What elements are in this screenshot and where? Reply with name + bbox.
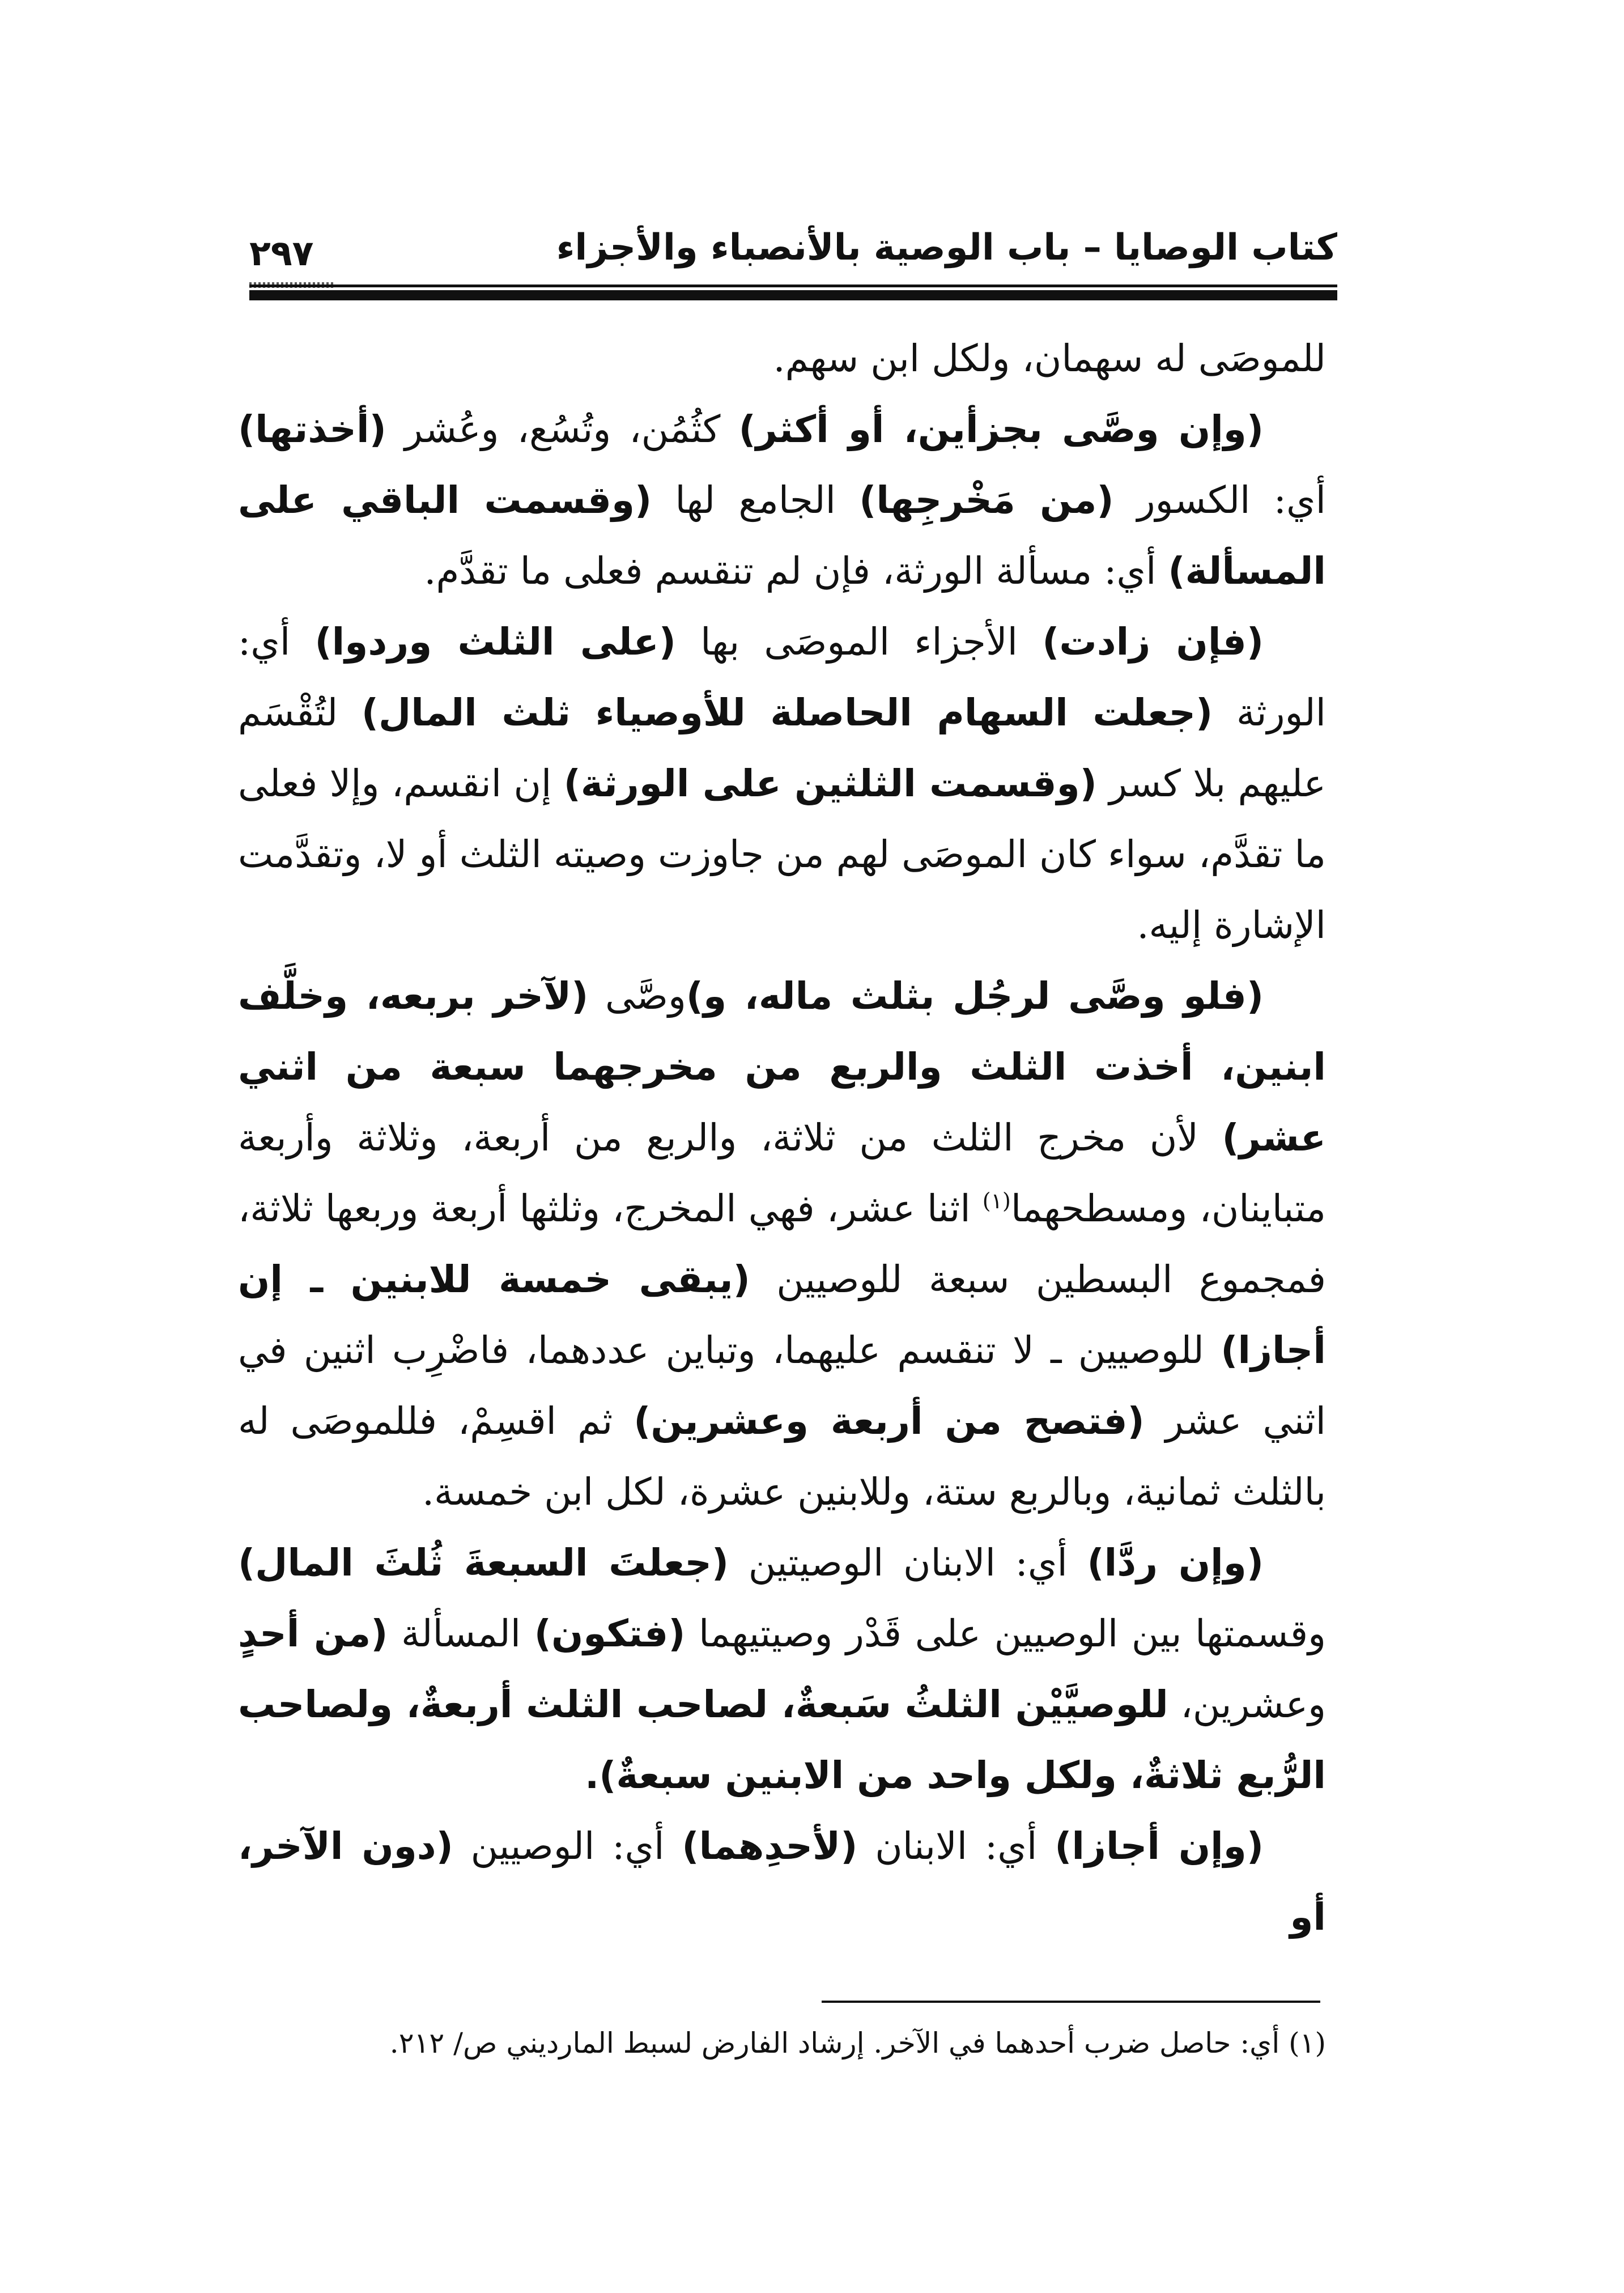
main-text [238, 323, 1326, 1952]
matn-text: (دون الآخر، أو [238, 1824, 1326, 1939]
sharh-text: وقسمتها بين الوصيين على قَدْر وصيتيهما [685, 1612, 1327, 1655]
header-rule-thin [249, 284, 1337, 287]
matn-text: (فتكون) [534, 1612, 686, 1655]
matn-text: (وقسمت الثلثين على الورثة) [563, 762, 1097, 805]
paragraph-4 [238, 961, 1326, 1527]
matn-text: (يبقى خمسة للابنين ـ إن أجازا) [238, 1258, 1326, 1372]
matn-text: (فلو وصَّى لرجُل بثلث ماله، و) [686, 974, 1264, 1018]
sharh-text: الجامع لها [652, 478, 860, 522]
matn-text: (وقسمت الباقي على المسألة) [238, 478, 1326, 593]
sharh-text: أي: الكسور [1113, 478, 1327, 522]
matn-text: (من مَخْرجِها) [859, 478, 1114, 522]
matn-text: (على الثلث وردوا) [314, 620, 676, 664]
matn-text: للوصيَّيْن الثلثُ سَبعةٌ، لصاحب الثلث أربعةٌ، ولصاحب الرُّبع ثلاثةٌ، ولكل واحد من الابنين سبعةٌ). [238, 1683, 1326, 1797]
page-number: ٢٩٧ [249, 232, 314, 274]
footnote-separator [822, 2001, 1320, 2003]
sharh-text: وصَّى [588, 974, 686, 1018]
sharh-text: وعشرين، [1168, 1683, 1326, 1726]
matn-text: (فتصح من أربعة وعشرين) [634, 1399, 1145, 1443]
sharh-text: أي: الابنان [857, 1824, 1055, 1868]
matn-text: (جعلت السهام الحاصلة للأوصياء ثلث المال) [361, 691, 1213, 734]
paragraph-2 [238, 394, 1326, 606]
matn-text: (لآخر بربعه، وخلَّف ابنين، أخذت الثلث والربع من مخرجهما سبعة من اثني عشر) [238, 974, 1326, 1160]
paragraph-5 [238, 1527, 1326, 1811]
running-title: كتاب الوصايا – باب الوصية بالأنصباء والأجزاء [556, 227, 1337, 269]
sharh-text: المسألة [388, 1612, 534, 1655]
matn-text: (وإن أجازا) [1055, 1824, 1264, 1868]
footnote-reference: (١) [982, 1188, 1011, 1213]
matn-text: (أخذتها) [238, 407, 386, 451]
matn-text: (فإن زادت) [1042, 620, 1264, 664]
sharh-text: إن انقسم، وإلا فعلى ما تقدَّم، سواء كان الموصَى لهم من جاوزت وصيته الثلث أو لا، وتقدَّمت الإشارة إليه. [238, 762, 1326, 947]
footnote-text: أي: حاصل ضرب أحدهما في الآخر. إرشاد الفارض لسبط المارديني ص/ ٢١٢. [389, 2027, 1289, 2060]
matn-text: (جعلتَ السبعةَ ثُلثَ المال) [238, 1541, 729, 1585]
sharh-text: ثم اقسِمْ، فللموصَى له بالثلث ثمانية، وبالربع ستة، وللابنين عشرة، لكل ابن خمسة. [238, 1399, 1326, 1514]
paragraph-6 [238, 1811, 1326, 1952]
sharh-text: الأجزاء الموصَى بها [675, 620, 1043, 664]
matn-text: (لأحدِهما) [682, 1824, 858, 1868]
matn-text: (وإن وصَّى بجزأين، أو أكثر) [738, 407, 1264, 451]
sharh-text: أي: الابنان الوصيتين [729, 1541, 1087, 1585]
footnote-number: (١) [1289, 2027, 1326, 2060]
sharh-text: كثُمُن، وتُسُع، وعُشر [386, 407, 739, 451]
sharh-text: للوصيين ـ لا تنقسم عليهما، وتباين عددهما، فاضْرِب اثنين في اثني عشر [238, 1328, 1326, 1443]
sharh-text: لأن مخرج الثلث من ثلاثة، والربع من أربعة، وثلاثة وأربعة متباينان، ومسطحهما [238, 1116, 1326, 1230]
paragraph-3 [238, 606, 1326, 961]
matn-text: (وإن ردَّا) [1087, 1541, 1264, 1585]
matn-text: (من أحدٍ [238, 1612, 388, 1655]
sharh-text: اثنا عشر، فهي المخرج، وثلثها أربعة وربعها ثلاثة، فمجموع البسطين سبعة للوصيين [238, 1187, 1326, 1301]
sharh-text: أي: الورثة [238, 620, 1327, 734]
sharh-text: لتُقْسَم عليهم بلا كسر [238, 691, 1326, 805]
sharh-text: أي: مسألة الورثة، فإن لم تنقسم فعلى ما تقدَّم. [424, 549, 1168, 593]
page-header [249, 221, 1337, 306]
footnote [238, 2020, 1326, 2066]
sharh-text: أي: الوصيين [453, 1824, 682, 1868]
paragraph-1: للموصَى له سهمان، ولكل ابن سهم. [773, 337, 1326, 380]
header-rule-thick [249, 290, 1337, 300]
